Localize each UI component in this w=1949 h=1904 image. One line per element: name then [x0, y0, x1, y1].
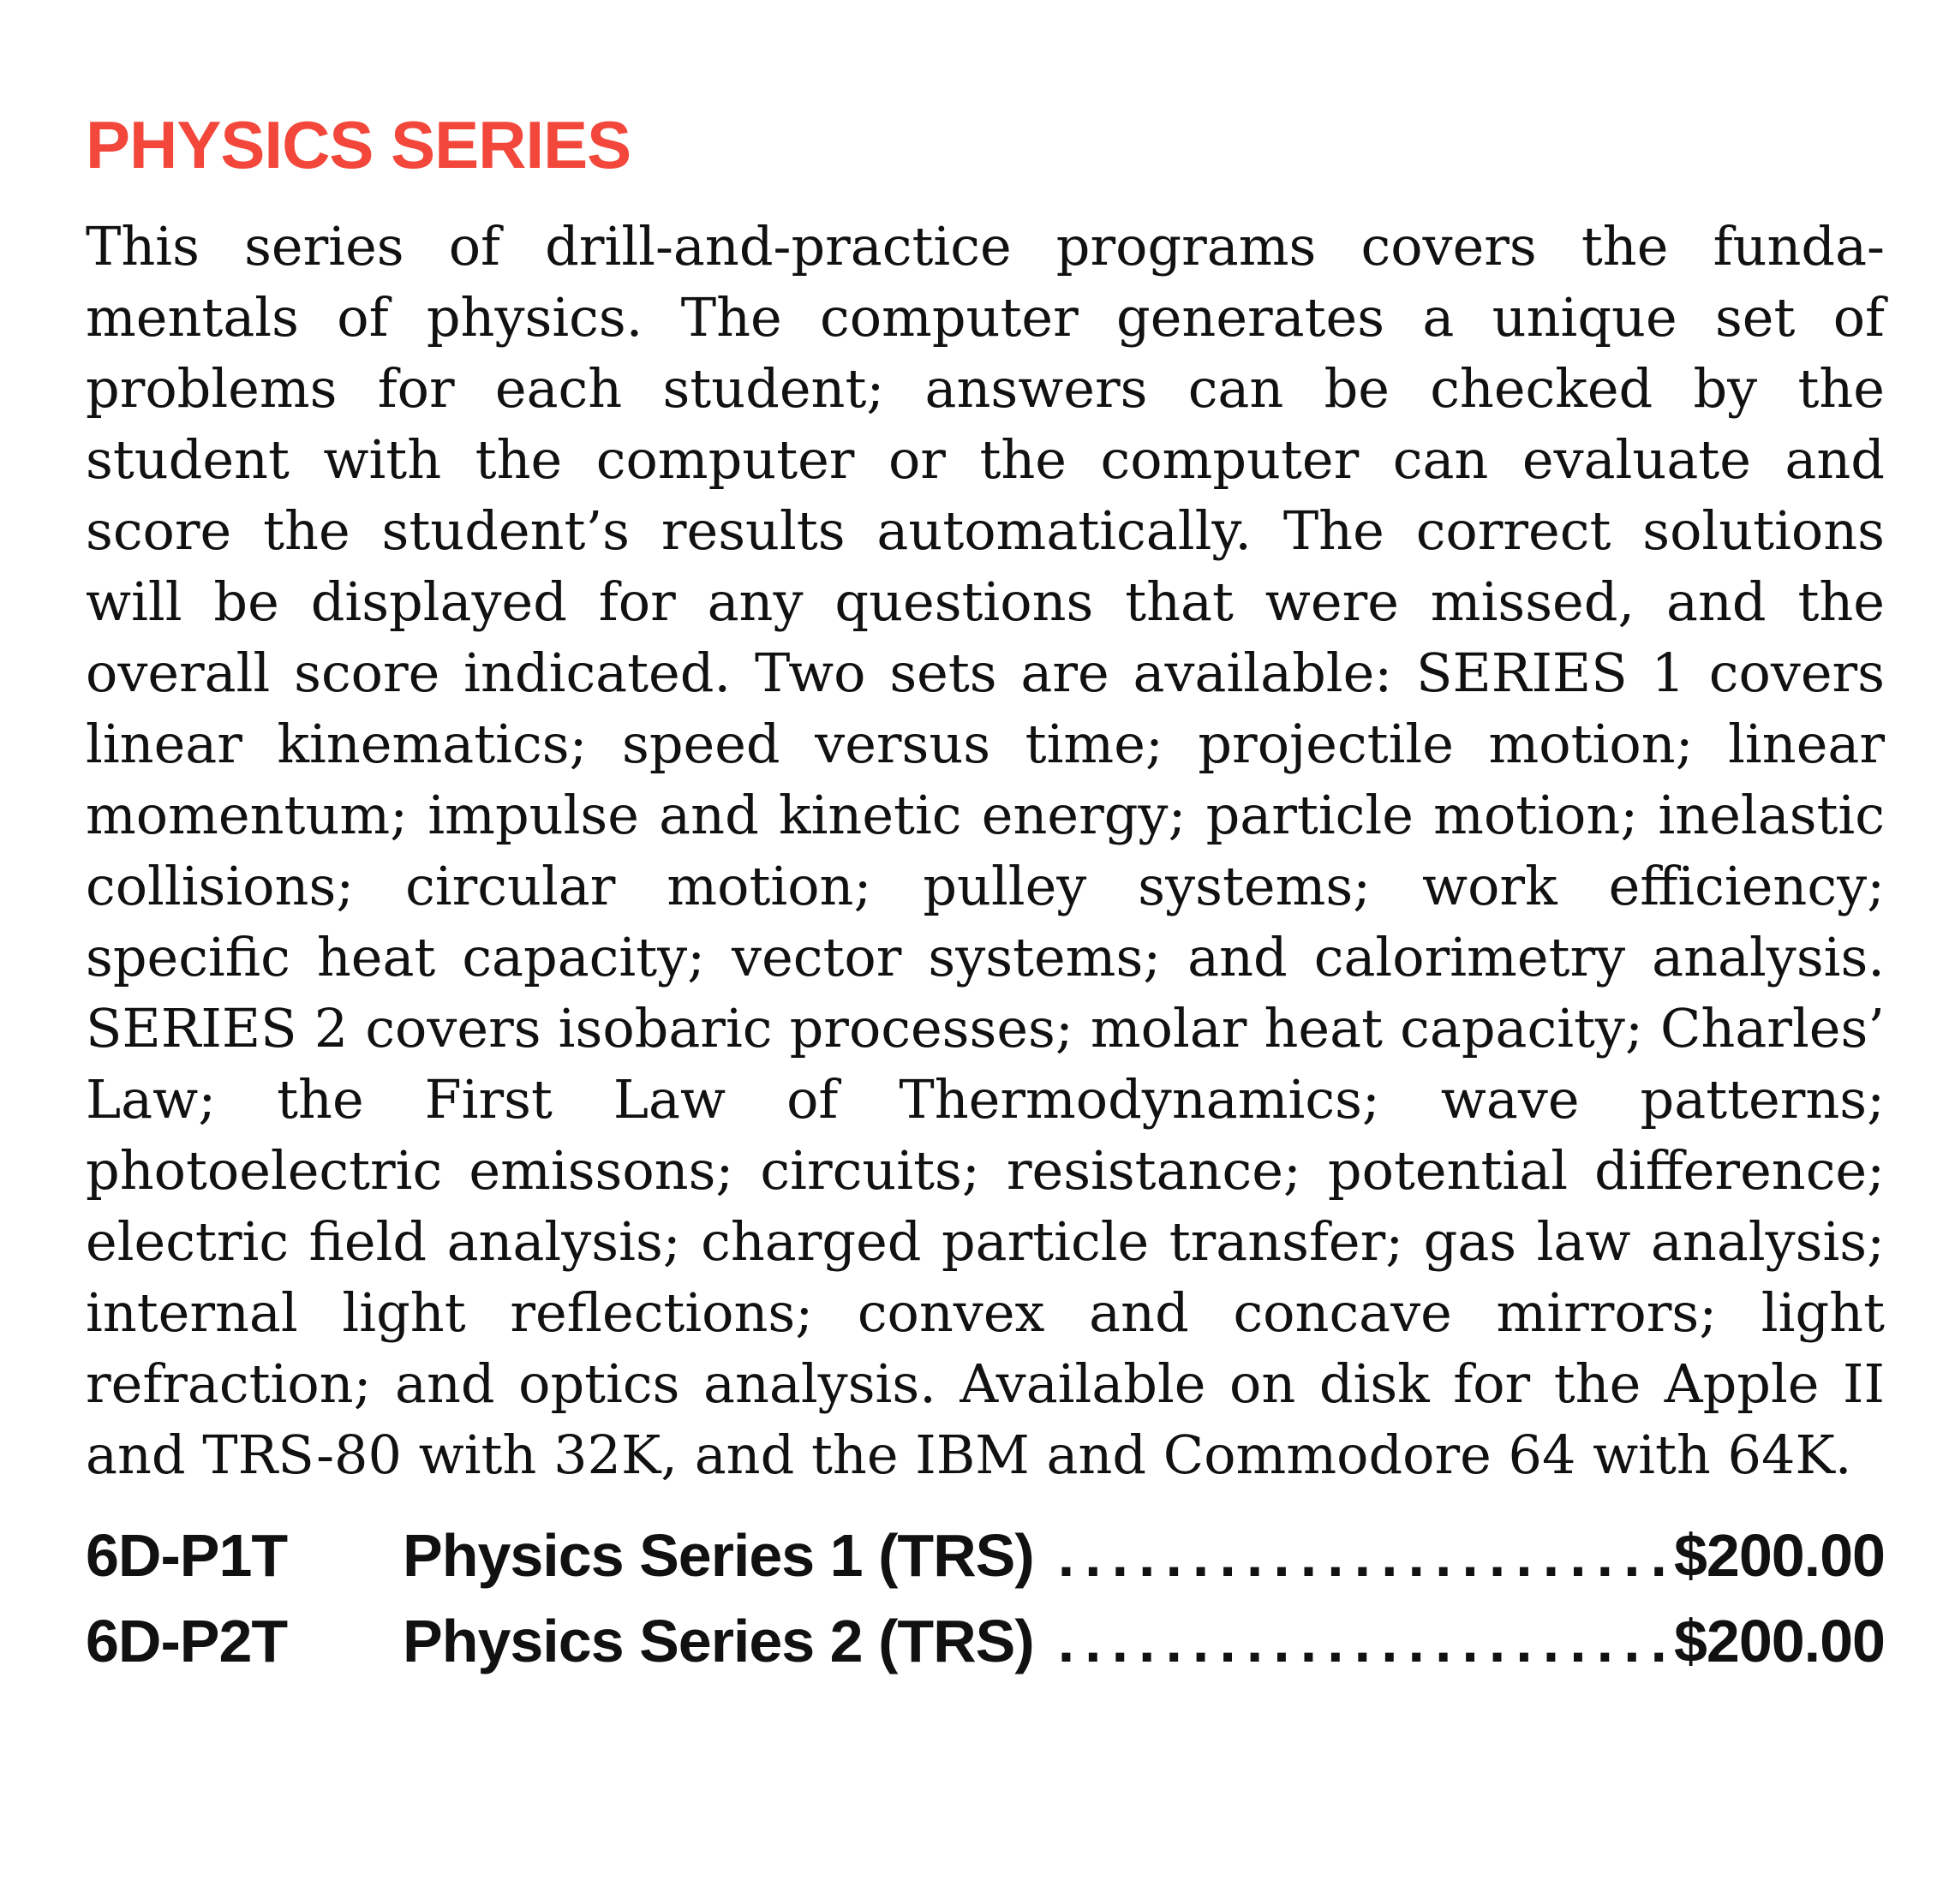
product-row: [86, 1598, 1885, 1684]
product-row: [86, 1513, 1885, 1598]
product-price: $200.00: [1673, 1522, 1885, 1589]
product-name: Physics Series 2 (TRS): [403, 1608, 1034, 1674]
product-name: Physics Series 1 (TRS): [403, 1522, 1034, 1589]
dot-leader: [1058, 1513, 1667, 1598]
product-code: 6D-P2T: [86, 1608, 288, 1674]
section-title: PHYSICS SERIES: [86, 107, 631, 182]
section-description: This series of drill-and-practice programs covers the fundamentals of physics. The computer generates a unique set of problems for each student; answers can be checked by the student with the computer or the computer can evaluate and score the student’s results automatically. The correct solutions will be displayed for any questions that were missed, and the overall score indicated. Two sets are available: SERIES 1 covers linear kinematics; speed versus time; projectile motion; linear momentum; impulse and kinetic energy; particle motion; inelastic collisions; circular motion; pulley systems; work efficiency; specific heat capacity; vector systems; and calorimetry analysis. SERIES 2 covers isobaric processes; molar heat capacity; Charles’ Law; the First Law of Thermodynamics; wave patterns; photoelectric emissons; circuits; resistance; potential difference; electric field analysis; charged particle transfer; gas law analysis; internal light reflections; convex and concave mirrors; light refraction; and optics analysis. Available on disk for the Apple II and TRS-80 with 32K, and the IBM and Commodore 64 with 64K.: [86, 215, 1885, 1486]
product-price: $200.00: [1673, 1608, 1885, 1674]
product-code: 6D-P1T: [86, 1522, 288, 1589]
catalog-section: [86, 86, 1885, 1684]
dot-leader: [1058, 1598, 1667, 1684]
price-list: [86, 1513, 1885, 1684]
